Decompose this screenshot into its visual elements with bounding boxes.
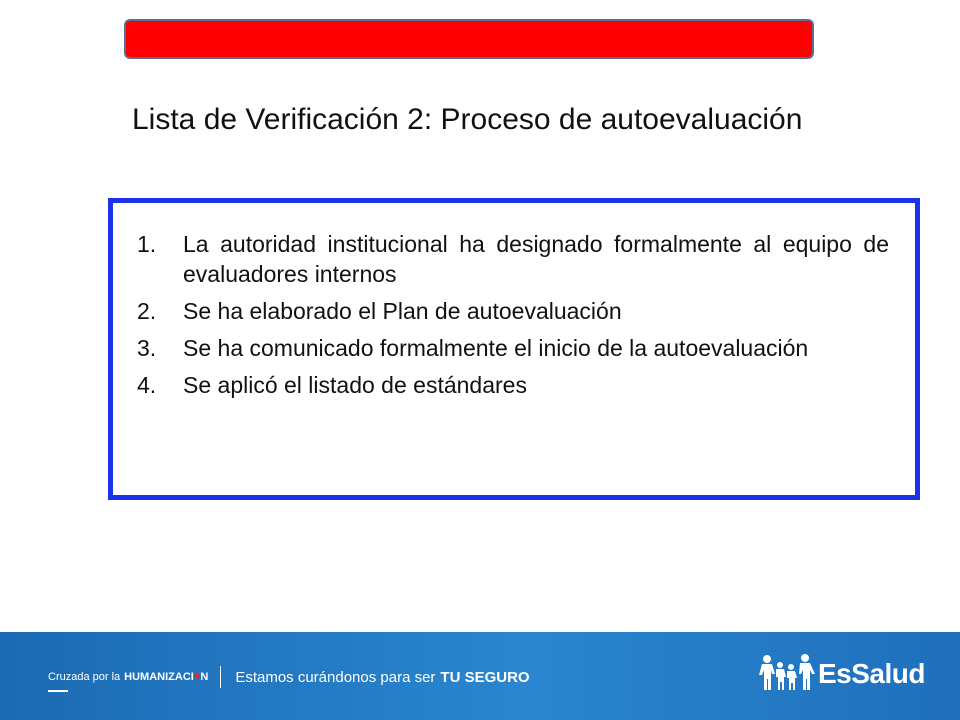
campaign-word-a: HUMANIZACI bbox=[124, 671, 194, 683]
slogan-strong: TU SEGURO bbox=[440, 668, 530, 686]
slide-title: Lista de Verificación 2: Proceso de autoevaluación bbox=[132, 103, 803, 136]
heart-icon: ♥ bbox=[193, 671, 201, 683]
underline-mark bbox=[48, 690, 68, 692]
essalud-logo bbox=[758, 652, 925, 696]
header-bar bbox=[124, 19, 814, 59]
campaign-word-b: N bbox=[200, 671, 209, 683]
item-text: Se ha comunicado formalmente el inicio de la autoevaluación bbox=[183, 335, 809, 361]
checklist bbox=[137, 229, 889, 407]
item-number: 4. bbox=[137, 372, 157, 398]
item-text: Se aplicó el listado de estándares bbox=[183, 372, 527, 398]
footer-banner bbox=[0, 632, 960, 720]
brand-name: EsSalud bbox=[818, 658, 925, 689]
item-text: La autoridad institucional ha designado formalmente al equipo de evaluadores internos bbox=[183, 231, 889, 287]
item-number: 1. bbox=[137, 231, 157, 257]
slogan: Estamos curándonos para ser bbox=[235, 668, 436, 686]
list-item bbox=[137, 229, 889, 289]
list-item bbox=[137, 296, 889, 326]
list-item bbox=[137, 370, 889, 400]
campaign-tagline bbox=[48, 666, 530, 688]
item-number: 2. bbox=[137, 298, 157, 324]
list-item bbox=[137, 333, 889, 363]
divider bbox=[220, 666, 221, 688]
item-number: 3. bbox=[137, 335, 157, 361]
item-text: Se ha elaborado el Plan de autoevaluación bbox=[183, 298, 622, 324]
checklist-box bbox=[108, 198, 920, 500]
campaign-prefix: Cruzada por la bbox=[48, 671, 121, 683]
family-icon bbox=[758, 652, 818, 696]
